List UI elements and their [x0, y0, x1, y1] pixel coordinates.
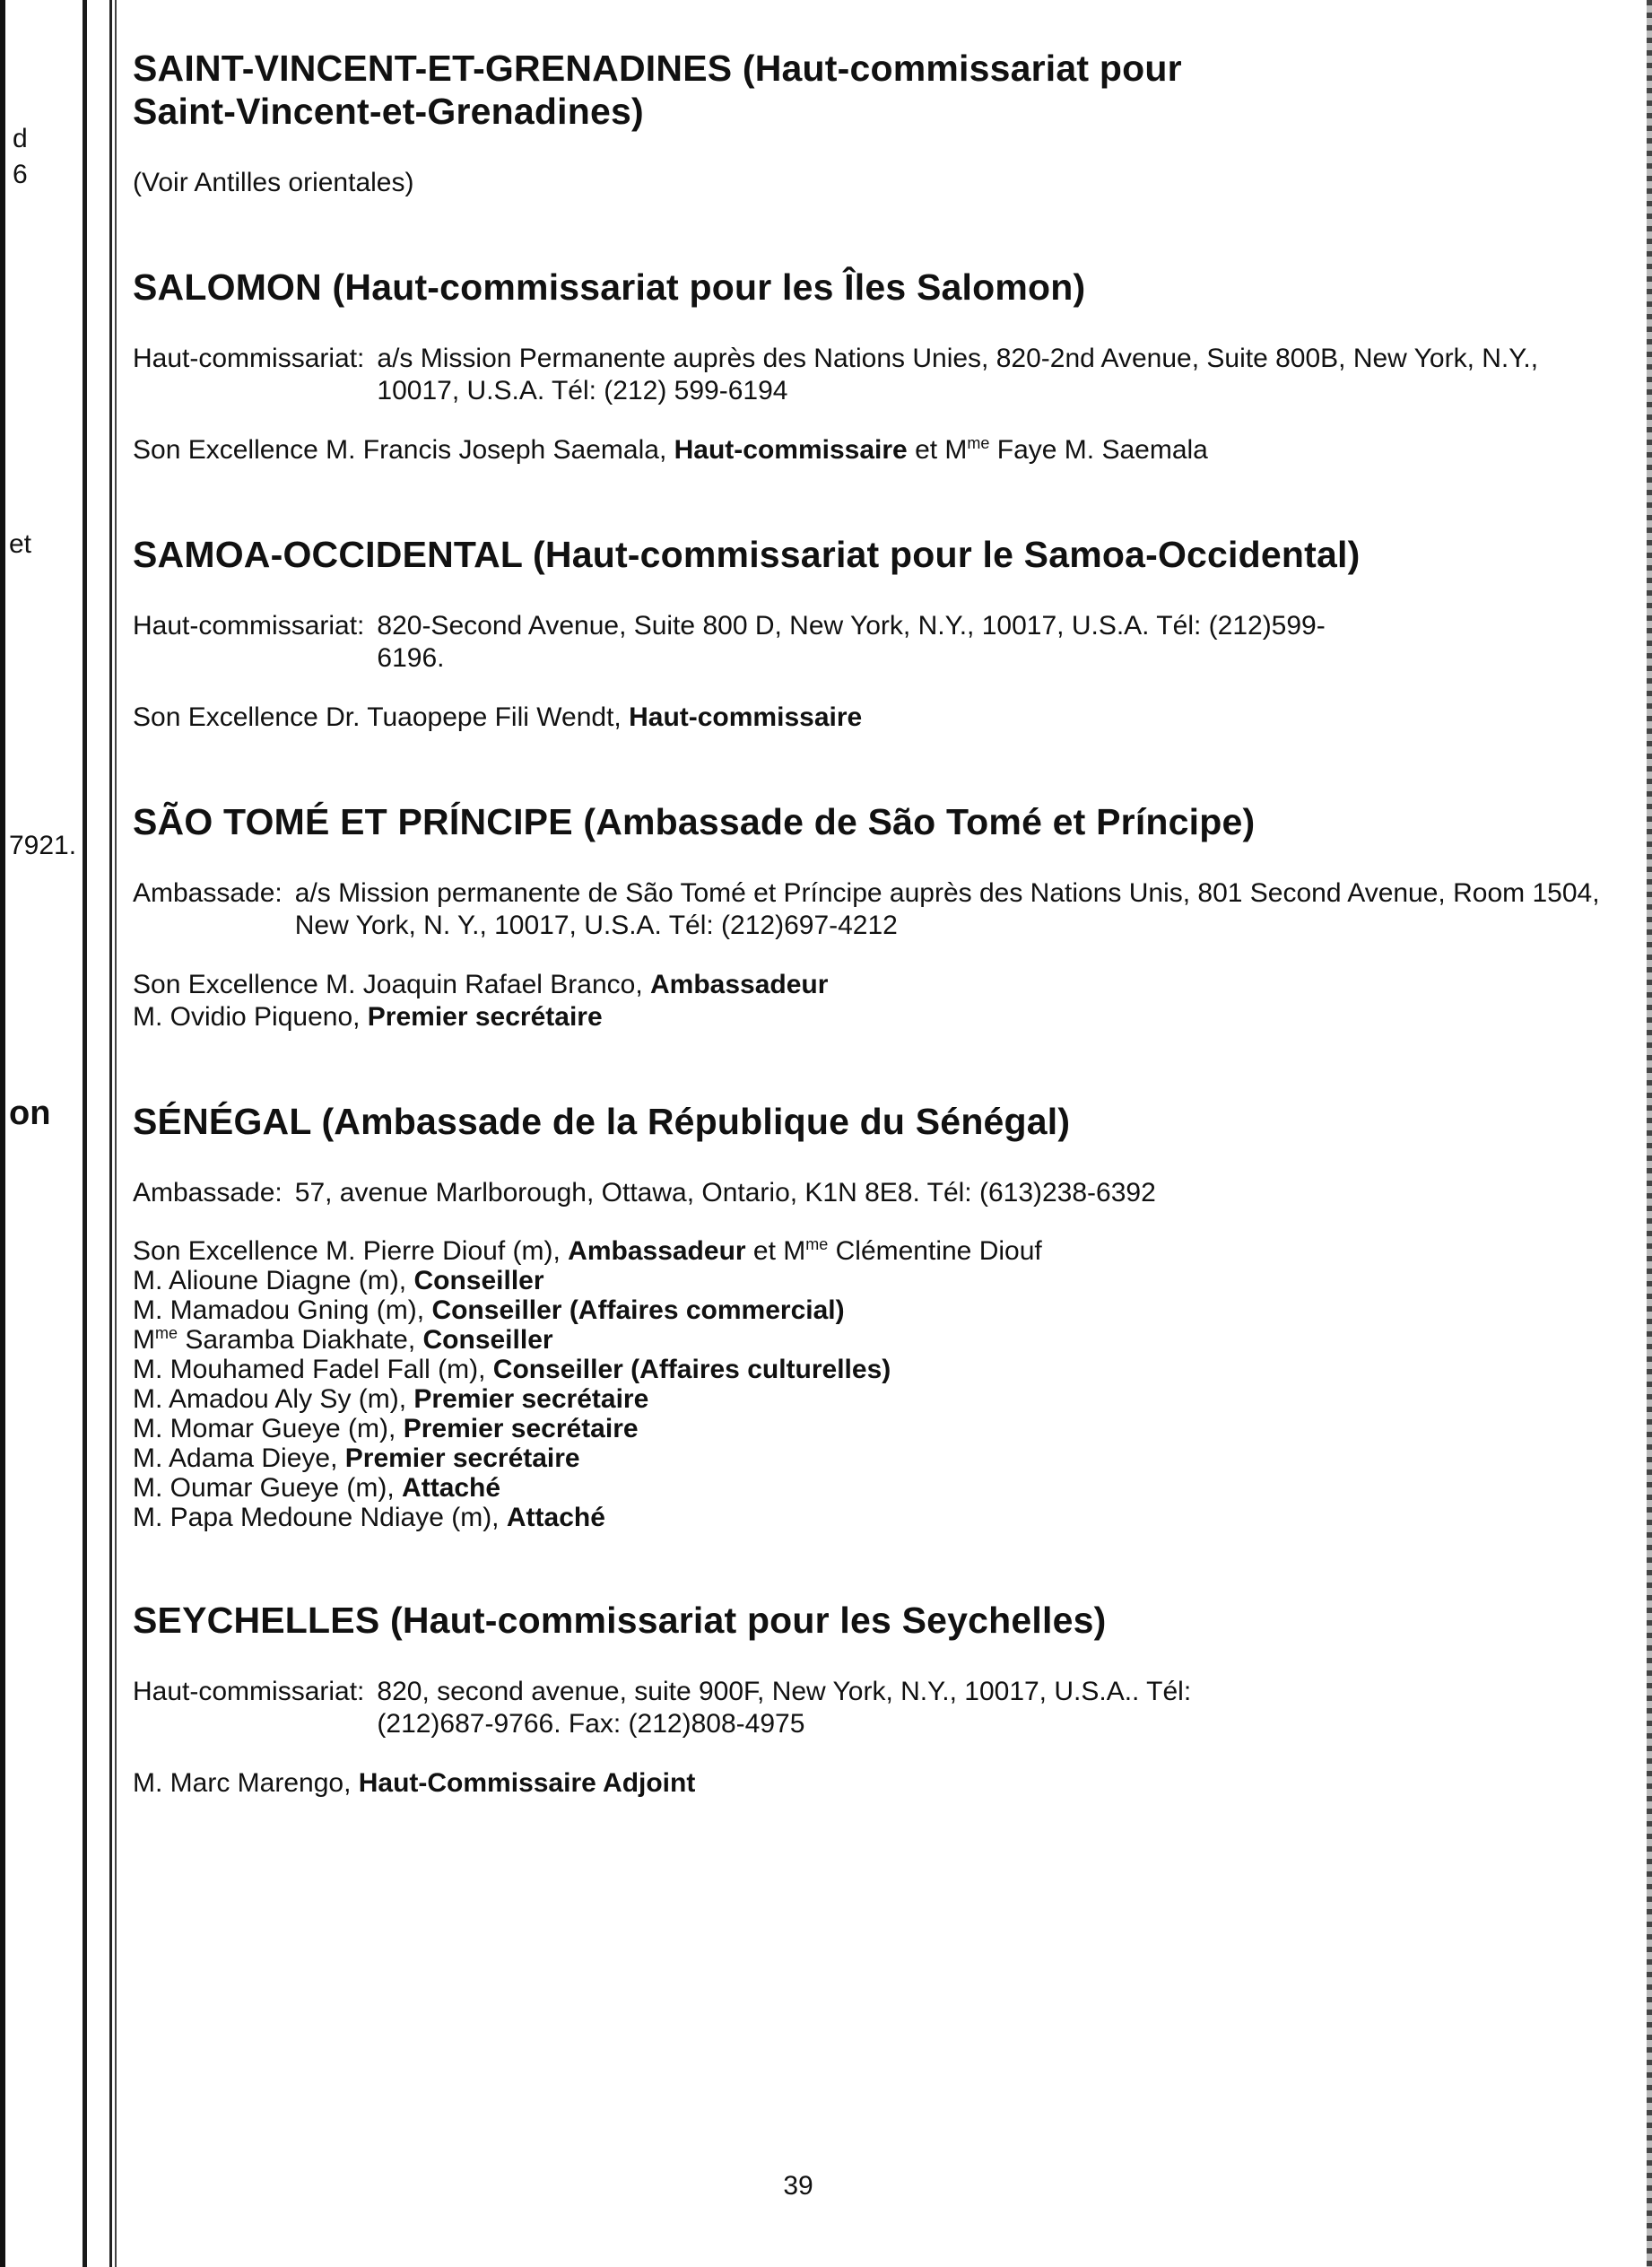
- person-entry: M. Oumar Gueye (m), Attaché: [133, 1473, 501, 1503]
- person-entry: Son Excellence M. Francis Joseph Saemala, Haut-commissaire et $M^{me}$ Faye M. Saemala: [133, 434, 1208, 465]
- scan-edge-right: [1647, 0, 1652, 2267]
- office-label: Haut-commissariat:: [133, 344, 365, 373]
- personnel-list: [133, 1236, 1613, 1532]
- margin-fragment: 6: [13, 160, 28, 189]
- person-entry: M. Papa Medoune Ndiaye (m), Attaché: [133, 1503, 605, 1532]
- country-section: [133, 533, 1613, 734]
- page-number: 39: [783, 2171, 813, 2201]
- margin-fragment: et: [9, 529, 32, 559]
- margin-fragment: d: [13, 124, 28, 153]
- country-title: SÉNÉGAL (Ambassade de la République du Sénégal): [133, 1101, 1071, 1142]
- margin-fragment: on: [9, 1094, 51, 1132]
- country-title: SALOMON (Haut-commissariat pour les Îles Salomon): [133, 266, 1086, 308]
- person-entry: M. Marc Marengo, Haut-Commissaire Adjoint: [133, 1768, 696, 1798]
- person-entry: Son Excellence Dr. Tuaopepe Fili Wendt, Haut-commissaire: [133, 702, 863, 732]
- person-entry: M. Alioune Diagne (m), Conseiller: [133, 1266, 544, 1295]
- cross-reference-note: (Voir Antilles orientales): [133, 168, 414, 197]
- personnel-list: [133, 969, 1613, 1033]
- person-entry: Son Excellence M. Pierre Diouf (m), Ambassadeur et $M^{me}$ Clémentine Diouf: [133, 1235, 1042, 1266]
- office-address: a/s Mission Permanente auprès des Nations Unies, 820-2nd Avenue, Suite 800B, New York, N.Y., 10017, U.S.A. Tél: (212) 599-6194: [377, 344, 1539, 405]
- country-title: SAINT-VINCENT-ET-GRENADINES (Haut-commissariat pour Saint-Vincent-et-Grenadines): [133, 48, 1182, 132]
- country-section: [133, 800, 1613, 1033]
- office-address: 820-Second Avenue, Suite 800 D, New York, N.Y., 10017, U.S.A. Tél: (212)599-6196.: [377, 611, 1326, 673]
- personnel-list: [133, 434, 1613, 466]
- scan-edge-left: [0, 0, 5, 2267]
- country-section: [133, 266, 1613, 466]
- office-label: Ambassade:: [133, 1178, 283, 1208]
- country-section: [133, 47, 1613, 199]
- office-address-block: [133, 343, 1613, 407]
- binding-line: [83, 0, 87, 2267]
- person-entry: M. Mouhamed Fadel Fall (m), Conseiller (Affaires culturelles): [133, 1355, 891, 1384]
- person-entry: $M^{me}$ Saramba Diakhate, Conseiller: [133, 1324, 553, 1355]
- person-entry: M. Ovidio Piqueno, Premier secrétaire: [133, 1002, 603, 1032]
- office-address-block: [133, 1676, 1613, 1740]
- personnel-list: [133, 1767, 1613, 1800]
- country-section: [133, 1100, 1613, 1532]
- person-entry: M. Adama Dieye, Premier secrétaire: [133, 1443, 580, 1473]
- country-title: SÃO TOMÉ ET PRÍNCIPE (Ambassade de São Tomé et Príncipe): [133, 801, 1256, 842]
- office-address: 57, avenue Marlborough, Ottawa, Ontario, K1N 8E8. Tél: (613)238-6392: [294, 1178, 1156, 1208]
- person-entry: M. Momar Gueye (m), Premier secrétaire: [133, 1414, 639, 1443]
- margin-fragment: 7921.: [9, 831, 77, 860]
- page-content: [133, 47, 1613, 1800]
- person-entry: Son Excellence M. Joaquin Rafael Branco, Ambassadeur: [133, 970, 829, 999]
- office-address-block: [133, 1177, 1613, 1209]
- left-margin-fragments: [9, 0, 81, 2267]
- office-address: a/s Mission permanente de São Tomé et Príncipe auprès des Nations Unis, 801 Second Avenue, Room 1504, New York, N. Y., 10017, U.S.A. Tél: (212)697-4212: [294, 878, 1600, 940]
- office-address-block: [133, 877, 1613, 942]
- person-entry: M. Mamadou Gning (m), Conseiller (Affaires commercial): [133, 1295, 845, 1325]
- personnel-list: [133, 702, 1613, 734]
- country-section: [133, 1599, 1613, 1800]
- office-label: Ambassade:: [133, 878, 283, 908]
- office-label: Haut-commissariat:: [133, 611, 365, 641]
- office-address-block: [133, 610, 1613, 675]
- binding-line: [109, 0, 112, 2267]
- country-title: SAMOA-OCCIDENTAL (Haut-commissariat pour le Samoa-Occidental): [133, 534, 1361, 575]
- office-label: Haut-commissariat:: [133, 1677, 365, 1706]
- binding-line: [115, 0, 117, 2267]
- person-entry: M. Amadou Aly Sy (m), Premier secrétaire: [133, 1384, 649, 1414]
- office-address: 820, second avenue, suite 900F, New York, N.Y., 10017, U.S.A.. Tél: (212)687-9766. Fax: (212)808-4975: [377, 1677, 1192, 1739]
- country-title: SEYCHELLES (Haut-commissariat pour les Seychelles): [133, 1600, 1107, 1641]
